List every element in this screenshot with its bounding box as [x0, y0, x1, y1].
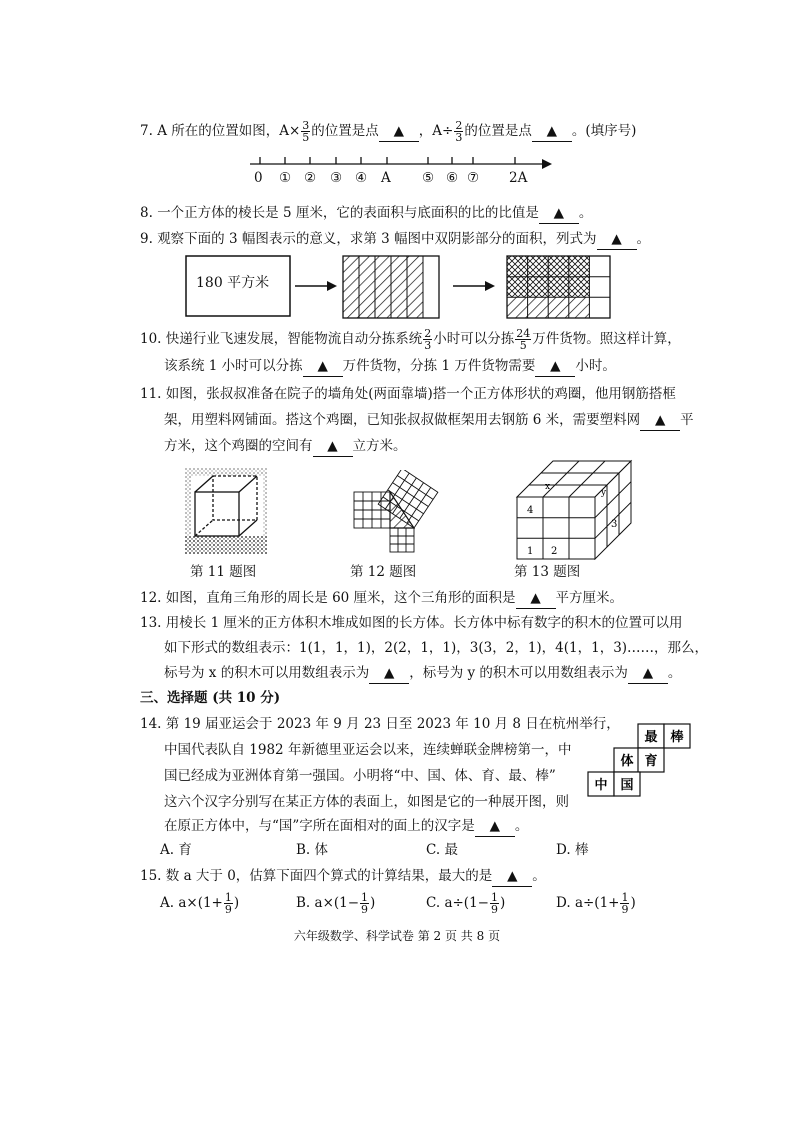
axis-label: ③	[330, 170, 343, 186]
axis-label: 0	[254, 170, 263, 186]
question-14: 14. 第 19 届亚运会于 2023 年 9 月 23 日至 2023 年 10 月 8 日在杭州举行，	[140, 716, 620, 732]
answer-blank[interactable]: ▲	[535, 356, 575, 377]
fig13-cuboid	[515, 455, 635, 560]
question-14-line2: 中国代表队自 1982 年新德里亚运会以来，连续蝉联金牌榜第一，中	[164, 742, 572, 758]
fig11-cube	[185, 468, 267, 554]
answer-blank[interactable]: ▲	[313, 436, 353, 457]
option-d[interactable]: D. 棒	[556, 842, 589, 858]
label-y: y	[601, 488, 607, 498]
question-9: 9. 观察下面的 3 幅图表示的意义，求第 3 幅图中双阴影部分的面积，列式为 ▲ 。	[140, 229, 650, 250]
axis-label: ①	[279, 170, 292, 186]
fraction: $\frac{3}{5}$	[302, 119, 310, 144]
option-b[interactable]: B. 体	[296, 842, 329, 858]
net-face-bang: 棒	[670, 730, 684, 745]
axis-label: ④	[355, 170, 368, 186]
option-c[interactable]: C. a÷(1− $\frac{1}{9}$ )	[426, 891, 506, 916]
question-10: 10. 快递行业飞速发展，智能物流自动分拣系统 $\frac{2}{3}$ 小时可以分拣 $\frac{24}{5}$ 万件货物。照这样计算，	[140, 327, 681, 352]
answer-blank[interactable]: ▲	[640, 410, 680, 431]
question-11-line2: 架，用塑料网铺面。搭这个鸡圈，已知张叔叔做框架用去钢筋 6 米，需要塑料网 ▲ 平	[164, 410, 694, 431]
answer-blank[interactable]: ▲	[597, 229, 637, 250]
label-2: 2	[551, 546, 558, 557]
option-c[interactable]: C. 最	[426, 842, 458, 858]
axis-label: ⑦	[467, 170, 480, 186]
section-title: 三、选择题 (共 10 分)	[140, 690, 281, 706]
answer-blank[interactable]: ▲	[369, 663, 409, 684]
answer-blank[interactable]: ▲	[492, 866, 532, 887]
cube-net	[586, 722, 694, 798]
net-face-ti: 体	[620, 754, 634, 769]
page-footer: 六年级数学、科学试卷 第 2 页 共 8 页	[293, 929, 501, 943]
option-b[interactable]: B. a×(1− $\frac{1}{9}$ )	[296, 891, 376, 916]
fig12-triangle	[352, 470, 464, 554]
net-face-guo: 国	[620, 778, 634, 793]
caption-13: 第 13 题图	[514, 564, 581, 580]
question-10-line2: 该系统 1 小时可以分拣 ▲ 万件货物，分拣 1 万件货物需要 ▲ 小时。	[164, 356, 616, 377]
axis-label: ⑥	[446, 170, 459, 186]
question-14-line4: 这六个汉字分别写在某正方体的表面上，如图是它的一种展开图，则	[164, 794, 569, 810]
question-7: 7. A 所在的位置如图，A× $\frac{3}{5}$ 的位置是点 ▲ ，A÷ $\frac{2}{3}$ 的位置是点 ▲ 。(填序号)	[140, 119, 637, 144]
question-13-line3: 标号为 x 的积木可以用数组表示为 ▲ ，标号为 y 的积木可以用数组表示为 ▲ 。	[164, 663, 681, 684]
answer-blank[interactable]: ▲	[303, 356, 343, 377]
answer-blank[interactable]: ▲	[475, 816, 515, 837]
question-14-line5: 在原正方体中，与“国”字所在面相对的面上的汉字是 ▲ 。	[164, 816, 528, 837]
question-11: 11. 如图，张叔叔准备在院子的墙角处(两面靠墙)搭一个正方体形状的鸡圈，他用钢筋搭框	[140, 386, 676, 402]
question-8: 8. 一个正方体的棱长是 5 厘米，它的表面积与底面积的比的比值是 ▲ 。	[140, 203, 592, 224]
option-a[interactable]: A. 育	[160, 842, 192, 858]
option-d[interactable]: D. a÷(1+ $\frac{1}{9}$ )	[556, 891, 636, 916]
label-x: x	[545, 482, 551, 492]
answer-blank[interactable]: ▲	[539, 203, 579, 224]
question-15: 15. 数 a 大于 0，估算下面四个算式的计算结果，最大的是 ▲ 。	[140, 866, 546, 887]
answer-blank[interactable]: ▲	[628, 663, 668, 684]
caption-11: 第 11 题图	[190, 564, 257, 580]
axis-label: ⑤	[422, 170, 435, 186]
label-1: 1	[527, 546, 534, 557]
net-face-zhong: 中	[594, 778, 608, 793]
net-face-yu: 育	[644, 754, 658, 769]
answer-blank[interactable]: ▲	[379, 121, 419, 142]
label-3: 3	[611, 519, 618, 530]
axis-label: ②	[304, 170, 317, 186]
answer-blank[interactable]: ▲	[516, 588, 556, 609]
option-a[interactable]: A. a×(1+ $\frac{1}{9}$ )	[160, 891, 240, 916]
net-face-zui: 最	[644, 730, 658, 745]
axis-label: 2A	[509, 170, 528, 186]
question-14-line3: 国已经成为亚洲体育第一强国。小明将“中、国、体、育、最、棒”	[164, 768, 556, 784]
question-13: 13. 用棱长 1 厘米的正方体积木堆成如图的长方体。长方体中标有数字的积木的位置可以用	[140, 615, 683, 631]
question-11-line3: 方米，这个鸡圈的空间有 ▲ 立方米。	[164, 436, 407, 457]
area-label: 180 平方米	[196, 275, 270, 291]
question-12: 12. 如图，直角三角形的周长是 60 厘米，这个三角形的面积是 ▲ 平方厘米。	[140, 588, 623, 609]
caption-12: 第 12 题图	[350, 564, 417, 580]
label-4: 4	[527, 505, 534, 516]
question-13-line2: 如下形式的数组表示：1(1，1，1)，2(2，1，1)，3(3，2，1)，4(1，1，3)……，那么，	[164, 640, 709, 656]
axis-label: A	[381, 170, 391, 186]
answer-blank[interactable]: ▲	[532, 121, 572, 142]
